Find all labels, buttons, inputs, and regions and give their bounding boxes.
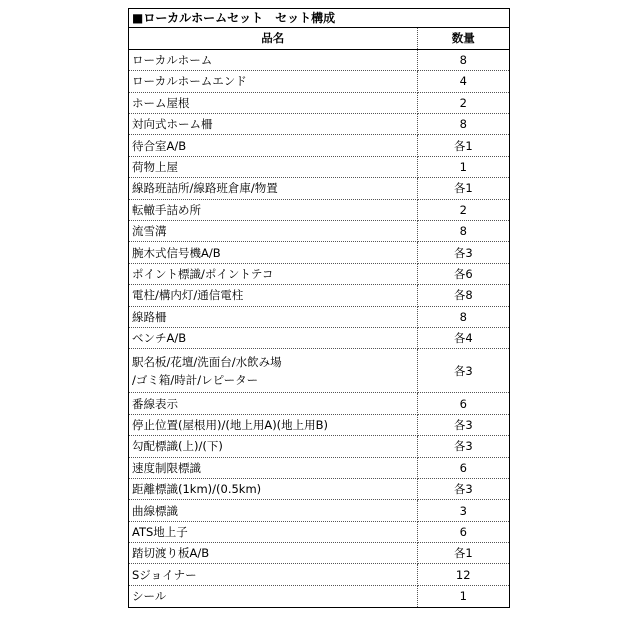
item-name: 線路班詰所/線路班倉庫/物置	[129, 178, 417, 199]
table-row	[129, 49, 509, 70]
header-qty: 数量	[417, 28, 509, 49]
table-row	[129, 564, 509, 585]
item-qty: 各1	[417, 135, 509, 156]
item-name: 線路柵	[129, 306, 417, 327]
table-row	[129, 221, 509, 242]
item-qty: 6	[417, 521, 509, 542]
item-qty: 各4	[417, 327, 509, 348]
table-row	[129, 478, 509, 499]
item-name: 対向式ホーム柵	[129, 114, 417, 135]
item-qty: 各3	[417, 414, 509, 435]
item-qty: 3	[417, 500, 509, 521]
item-name: 速度制限標識	[129, 457, 417, 478]
item-qty: 各1	[417, 543, 509, 564]
table-row	[129, 414, 509, 435]
item-qty: 12	[417, 564, 509, 585]
item-qty: 2	[417, 92, 509, 113]
item-qty: 8	[417, 306, 509, 327]
item-name: ポイント標識/ポイントテコ	[129, 263, 417, 284]
item-qty: 8	[417, 114, 509, 135]
item-name: 電柱/構内灯/通信電柱	[129, 285, 417, 306]
table-row	[129, 156, 509, 177]
table-row	[129, 393, 509, 414]
table-row	[129, 543, 509, 564]
table-row	[129, 114, 509, 135]
component-table	[129, 28, 509, 607]
item-qty: 1	[459, 589, 467, 604]
header-row	[129, 28, 509, 49]
item-name: 荷物上屋	[129, 156, 417, 177]
item-name: 距離標識(1km)/(0.5km)	[129, 478, 417, 499]
item-name: 勾配標識(上)/(下)	[129, 436, 417, 457]
table-row	[129, 500, 509, 521]
item-name: 踏切渡り板A/B	[129, 543, 417, 564]
table-row	[129, 71, 509, 92]
item-qty: 6	[417, 393, 509, 414]
table-row	[129, 521, 509, 542]
component-list-sheet	[128, 8, 510, 608]
table-row	[129, 327, 509, 348]
item-qty: 各3	[417, 436, 509, 457]
header-name: 品名	[129, 28, 417, 49]
table-row	[129, 306, 509, 327]
item-name: 腕木式信号機A/B	[129, 242, 417, 263]
item-qty: 各3	[417, 478, 509, 499]
table-row	[129, 285, 509, 306]
item-name: 停止位置(屋根用)/(地上用A)(地上用B)	[129, 414, 417, 435]
item-qty: 6	[417, 457, 509, 478]
item-qty: 各1	[417, 178, 509, 199]
item-qty: 各3	[417, 242, 509, 263]
item-name: ベンチA/B	[129, 327, 417, 348]
item-qty: 各8	[417, 285, 509, 306]
table-row	[129, 178, 509, 199]
item-name: 流雪溝	[129, 221, 417, 242]
item-name: Sジョイナー	[129, 564, 417, 585]
sheet-title: ■ローカルホームセット セット構成	[129, 9, 509, 28]
table-row	[129, 436, 509, 457]
item-name: ホーム屋根	[129, 92, 417, 113]
table-row	[129, 135, 509, 156]
table-row	[129, 242, 509, 263]
item-name: 駅名板/花壇/洗面台/水飲み場 /ゴミ箱/時計/レピーター	[129, 349, 417, 393]
table-row	[129, 457, 509, 478]
item-name: シール	[129, 585, 417, 606]
item-name: ATS地上子	[129, 521, 417, 542]
item-name: 番線表示	[129, 393, 417, 414]
item-qty: 8	[417, 221, 509, 242]
item-name: 曲線標識	[129, 500, 417, 521]
table-row	[129, 263, 509, 284]
item-name: 転轍手詰め所	[129, 199, 417, 220]
item-qty: 各6	[417, 263, 509, 284]
table-row	[129, 199, 509, 220]
item-qty: 1	[417, 156, 509, 177]
item-name: ローカルホームエンド	[129, 71, 417, 92]
item-qty: 8	[417, 49, 509, 70]
item-qty: 4	[417, 71, 509, 92]
item-name: 待合室A/B	[129, 135, 417, 156]
table-row	[129, 92, 509, 113]
table-row	[129, 585, 509, 606]
table-row	[129, 349, 509, 393]
item-qty: 2	[417, 199, 509, 220]
item-name: ローカルホーム	[129, 49, 417, 70]
item-qty: 各3	[417, 349, 509, 393]
